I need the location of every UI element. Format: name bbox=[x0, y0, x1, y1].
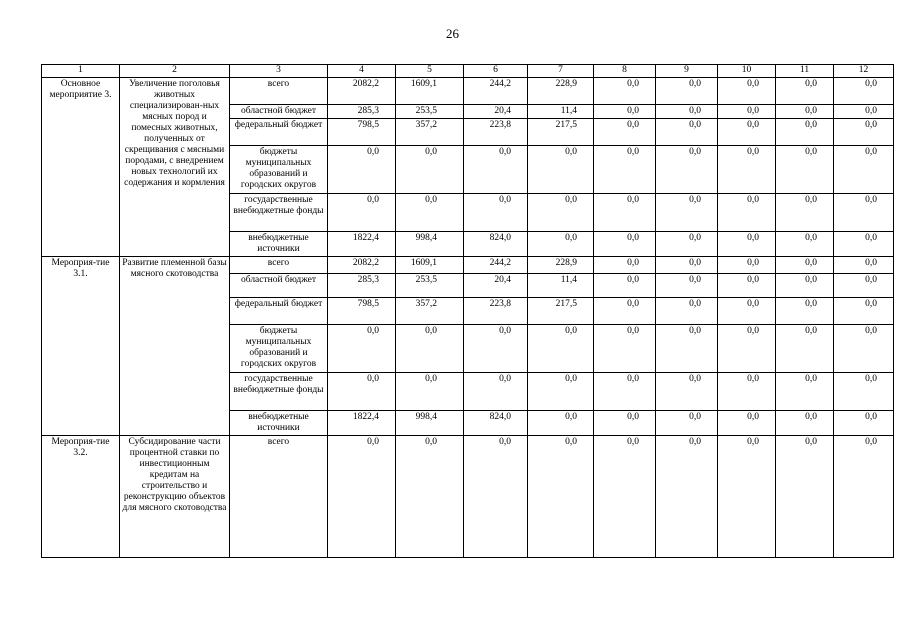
value-cell: 0,0 bbox=[776, 325, 834, 373]
value-cell: 0,0 bbox=[656, 105, 718, 119]
funding-source: всего bbox=[230, 78, 328, 105]
value-cell: 0,0 bbox=[834, 119, 894, 146]
value-cell: 228,9 bbox=[528, 78, 594, 105]
value-cell: 0,0 bbox=[594, 146, 656, 194]
value-cell: 357,2 bbox=[396, 298, 464, 325]
measure-code: Мероприя-тие 3.1. bbox=[42, 257, 120, 436]
value-cell: 0,0 bbox=[528, 232, 594, 257]
value-cell: 0,0 bbox=[656, 257, 718, 274]
column-header: 12 bbox=[834, 65, 894, 78]
funding-source: областной бюджет bbox=[230, 105, 328, 119]
value-cell: 0,0 bbox=[718, 119, 776, 146]
value-cell: 2082,2 bbox=[328, 257, 396, 274]
value-cell: 0,0 bbox=[528, 373, 594, 411]
value-cell: 0,0 bbox=[594, 274, 656, 298]
value-cell: 0,0 bbox=[834, 274, 894, 298]
value-cell: 0,0 bbox=[656, 411, 718, 436]
value-cell: 0,0 bbox=[656, 274, 718, 298]
column-header: 10 bbox=[718, 65, 776, 78]
value-cell: 0,0 bbox=[464, 194, 528, 232]
value-cell: 357,2 bbox=[396, 119, 464, 146]
value-cell: 0,0 bbox=[594, 298, 656, 325]
value-cell: 0,0 bbox=[656, 194, 718, 232]
column-header: 9 bbox=[656, 65, 718, 78]
column-header: 4 bbox=[328, 65, 396, 78]
value-cell: 11,4 bbox=[528, 105, 594, 119]
table-row bbox=[42, 78, 894, 105]
value-cell: 0,0 bbox=[834, 232, 894, 257]
value-cell: 0,0 bbox=[718, 373, 776, 411]
value-cell: 0,0 bbox=[834, 105, 894, 119]
value-cell: 0,0 bbox=[528, 436, 594, 558]
value-cell: 0,0 bbox=[718, 325, 776, 373]
value-cell: 0,0 bbox=[594, 194, 656, 232]
value-cell: 0,0 bbox=[656, 325, 718, 373]
value-cell: 0,0 bbox=[464, 146, 528, 194]
value-cell: 0,0 bbox=[328, 373, 396, 411]
funding-source: всего bbox=[230, 436, 328, 558]
value-cell: 0,0 bbox=[594, 325, 656, 373]
column-header: 5 bbox=[396, 65, 464, 78]
value-cell: 285,3 bbox=[328, 105, 396, 119]
value-cell: 0,0 bbox=[718, 146, 776, 194]
table-row bbox=[42, 257, 894, 274]
funding-source: бюджеты муниципальных образований и городских округов bbox=[230, 146, 328, 194]
value-cell: 223,8 bbox=[464, 298, 528, 325]
value-cell: 217,5 bbox=[528, 298, 594, 325]
measure-name: Увеличение поголовья животных специализирован-ных мясных пород и помесных животных, полученных от скрещивания с мясными породами, с внедрением новых технологий их содержания и кормления bbox=[120, 78, 230, 257]
value-cell: 0,0 bbox=[776, 298, 834, 325]
value-cell: 1609,1 bbox=[396, 257, 464, 274]
funding-table bbox=[41, 64, 894, 558]
value-cell: 0,0 bbox=[776, 105, 834, 119]
value-cell: 0,0 bbox=[834, 411, 894, 436]
value-cell: 2082,2 bbox=[328, 78, 396, 105]
column-header: 1 bbox=[42, 65, 120, 78]
value-cell: 0,0 bbox=[528, 146, 594, 194]
value-cell: 0,0 bbox=[656, 78, 718, 105]
value-cell: 0,0 bbox=[464, 373, 528, 411]
value-cell: 998,4 bbox=[396, 411, 464, 436]
value-cell: 0,0 bbox=[328, 325, 396, 373]
value-cell: 0,0 bbox=[718, 411, 776, 436]
value-cell: 285,3 bbox=[328, 274, 396, 298]
value-cell: 0,0 bbox=[464, 325, 528, 373]
value-cell: 0,0 bbox=[594, 232, 656, 257]
value-cell: 798,5 bbox=[328, 298, 396, 325]
value-cell: 0,0 bbox=[776, 411, 834, 436]
value-cell: 0,0 bbox=[718, 298, 776, 325]
value-cell: 0,0 bbox=[528, 411, 594, 436]
value-cell: 0,0 bbox=[776, 194, 834, 232]
value-cell: 824,0 bbox=[464, 411, 528, 436]
value-cell: 0,0 bbox=[464, 436, 528, 558]
value-cell: 217,5 bbox=[528, 119, 594, 146]
value-cell: 0,0 bbox=[834, 257, 894, 274]
value-cell: 0,0 bbox=[656, 373, 718, 411]
value-cell: 0,0 bbox=[594, 257, 656, 274]
value-cell: 0,0 bbox=[718, 78, 776, 105]
value-cell: 0,0 bbox=[776, 373, 834, 411]
value-cell: 253,5 bbox=[396, 105, 464, 119]
value-cell: 0,0 bbox=[776, 274, 834, 298]
column-header: 3 bbox=[230, 65, 328, 78]
value-cell: 0,0 bbox=[776, 146, 834, 194]
table-row bbox=[42, 436, 894, 558]
value-cell: 0,0 bbox=[594, 436, 656, 558]
value-cell: 0,0 bbox=[528, 325, 594, 373]
value-cell: 0,0 bbox=[834, 298, 894, 325]
value-cell: 0,0 bbox=[656, 298, 718, 325]
value-cell: 0,0 bbox=[834, 325, 894, 373]
value-cell: 0,0 bbox=[776, 78, 834, 105]
value-cell: 223,8 bbox=[464, 119, 528, 146]
value-cell: 0,0 bbox=[656, 232, 718, 257]
measure-code: Мероприя-тие 3.2. bbox=[42, 436, 120, 558]
funding-source: областной бюджет bbox=[230, 274, 328, 298]
value-cell: 1609,1 bbox=[396, 78, 464, 105]
value-cell: 1822,4 bbox=[328, 232, 396, 257]
value-cell: 1822,4 bbox=[328, 411, 396, 436]
value-cell: 20,4 bbox=[464, 105, 528, 119]
value-cell: 0,0 bbox=[776, 436, 834, 558]
value-cell: 0,0 bbox=[396, 373, 464, 411]
value-cell: 253,5 bbox=[396, 274, 464, 298]
column-header: 2 bbox=[120, 65, 230, 78]
measure-code: Основное мероприятие 3. bbox=[42, 78, 120, 257]
funding-source: государственные внебюджетные фонды bbox=[230, 194, 328, 232]
value-cell: 824,0 bbox=[464, 232, 528, 257]
value-cell: 0,0 bbox=[594, 411, 656, 436]
value-cell: 798,5 bbox=[328, 119, 396, 146]
value-cell: 0,0 bbox=[718, 232, 776, 257]
value-cell: 0,0 bbox=[656, 119, 718, 146]
value-cell: 0,0 bbox=[718, 105, 776, 119]
value-cell: 0,0 bbox=[834, 436, 894, 558]
value-cell: 0,0 bbox=[528, 194, 594, 232]
measure-name: Развитие племенной базы мясного скотоводства bbox=[120, 257, 230, 436]
value-cell: 0,0 bbox=[656, 436, 718, 558]
page-number: 26 bbox=[446, 26, 459, 41]
funding-source: федеральный бюджет bbox=[230, 119, 328, 146]
value-cell: 0,0 bbox=[718, 257, 776, 274]
value-cell: 0,0 bbox=[656, 146, 718, 194]
funding-source: внебюджетные источники bbox=[230, 411, 328, 436]
value-cell: 0,0 bbox=[776, 119, 834, 146]
value-cell: 0,0 bbox=[328, 194, 396, 232]
value-cell: 0,0 bbox=[834, 373, 894, 411]
value-cell: 0,0 bbox=[594, 119, 656, 146]
value-cell: 0,0 bbox=[594, 105, 656, 119]
value-cell: 0,0 bbox=[776, 232, 834, 257]
value-cell: 228,9 bbox=[528, 257, 594, 274]
header-row bbox=[42, 65, 894, 78]
column-header: 6 bbox=[464, 65, 528, 78]
value-cell: 998,4 bbox=[396, 232, 464, 257]
value-cell: 0,0 bbox=[594, 78, 656, 105]
funding-source: бюджеты муниципальных образований и городских округов bbox=[230, 325, 328, 373]
value-cell: 0,0 bbox=[718, 194, 776, 232]
funding-source: федеральный бюджет bbox=[230, 298, 328, 325]
value-cell: 0,0 bbox=[328, 146, 396, 194]
value-cell: 0,0 bbox=[718, 436, 776, 558]
value-cell: 0,0 bbox=[834, 146, 894, 194]
value-cell: 0,0 bbox=[834, 78, 894, 105]
column-header: 11 bbox=[776, 65, 834, 78]
value-cell: 0,0 bbox=[594, 373, 656, 411]
value-cell: 0,0 bbox=[396, 325, 464, 373]
value-cell: 0,0 bbox=[834, 194, 894, 232]
column-header: 8 bbox=[594, 65, 656, 78]
value-cell: 0,0 bbox=[396, 194, 464, 232]
measure-name: Субсидирование части процентной ставки по инвестиционным кредитам на строительство и реконструкцию объектов для мясного скотоводства bbox=[120, 436, 230, 558]
value-cell: 0,0 bbox=[776, 257, 834, 274]
value-cell: 0,0 bbox=[396, 436, 464, 558]
value-cell: 0,0 bbox=[396, 146, 464, 194]
value-cell: 20,4 bbox=[464, 274, 528, 298]
value-cell: 244,2 bbox=[464, 257, 528, 274]
value-cell: 0,0 bbox=[328, 436, 396, 558]
column-header: 7 bbox=[528, 65, 594, 78]
value-cell: 244,2 bbox=[464, 78, 528, 105]
funding-source: государственные внебюджетные фонды bbox=[230, 373, 328, 411]
value-cell: 11,4 bbox=[528, 274, 594, 298]
funding-source: всего bbox=[230, 257, 328, 274]
funding-source: внебюджетные источники bbox=[230, 232, 328, 257]
value-cell: 0,0 bbox=[718, 274, 776, 298]
